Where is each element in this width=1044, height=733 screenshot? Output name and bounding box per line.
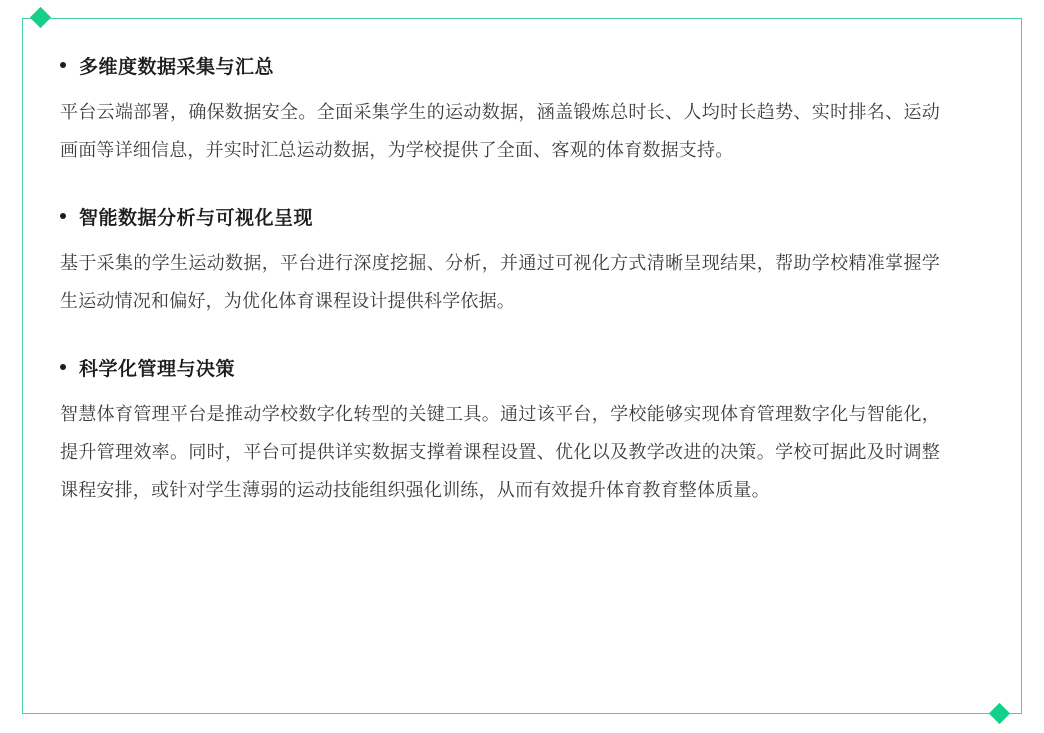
section-body-text: 基于采集的学生运动数据，平台进行深度挖掘、分析，并通过可视化方式清晰呈现结果，帮助学校精准掌握学生运动情况和偏好，为优化体育课程设计提供科学依据。 (60, 253, 940, 311)
bullet-dot-icon (60, 62, 66, 68)
section-heading-text: 多维度数据采集与汇总 (79, 57, 275, 78)
bullet-dot-icon (60, 213, 66, 219)
section-heading (60, 203, 940, 230)
section-heading (60, 354, 940, 381)
section-heading (60, 52, 940, 79)
document-content (60, 52, 940, 509)
section-heading-text: 科学化管理与决策 (79, 359, 236, 380)
section-block (60, 52, 940, 169)
section-block (60, 203, 940, 320)
bullet-dot-icon (60, 364, 66, 370)
section-heading-text: 智能数据分析与可视化呈现 (79, 208, 314, 229)
section-body-text: 平台云端部署，确保数据安全。全面采集学生的运动数据，涵盖锻炼总时长、人均时长趋势、实时排名、运动画面等详细信息，并实时汇总运动数据，为学校提供了全面、客观的体育数据支持。 (60, 102, 940, 160)
section-block (60, 354, 940, 509)
section-body-text: 智慧体育管理平台是推动学校数字化转型的关键工具。通过该平台，学校能够实现体育管理数字化与智能化，提升管理效率。同时，平台可提供详实数据支撑着课程设置、优化以及教学改进的决策。学校可据此及时调整课程安排，或针对学生薄弱的运动技能组织强化训练，从而有效提升体育教育整体质量。 (60, 404, 940, 500)
